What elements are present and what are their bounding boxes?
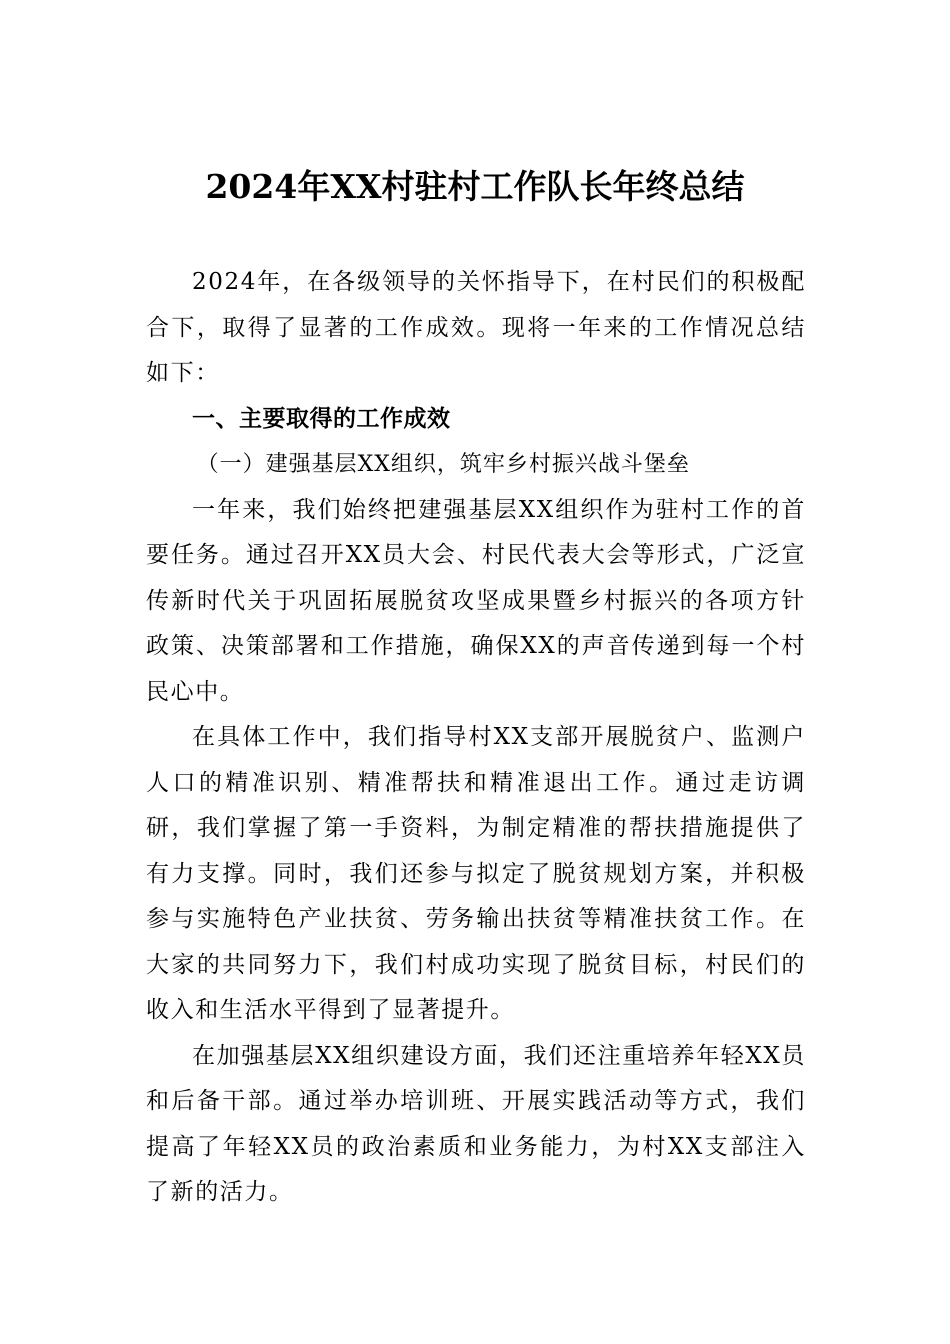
subsection-heading: （一）建强基层XX组织，筑牢乡村振兴战斗堡垒 bbox=[196, 452, 690, 477]
body-paragraph: 一年来，我们始终把建强基层XX组织作为驻村工作的首要任务。通过召开XX员大会、村民代表大会等形式，广泛宣传新时代关于巩固拓展脱贫攻坚成果暨乡村振兴的各项方针政策、决策部署和工作措施，确保XX的声音传递到每一个村民心中。 bbox=[146, 496, 806, 705]
body-paragraph: 在具体工作中，我们指导村XX支部开展脱贫户、监测户人口的精准识别、精准帮扶和精准退出工作。通过走访调研，我们掌握了第一手资料，为制定精准的帮扶措施提供了有力支撑。同时，我们还参与拟定了脱贫规划方案，并积极参与实施特色产业扶贫、劳务输出扶贫等精准扶贫工作。在大家的共同努力下，我们村成功实现了脱贫目标，村民们的收入和生活水平得到了显著提升。 bbox=[146, 724, 806, 1023]
document-title: 2024年XX村驻村工作队长年终总结 bbox=[205, 167, 745, 206]
intro-paragraph: 2024年，在各级领导的关怀指导下，在村民们的积极配合下，取得了显著的工作成效。现将一年来的工作情况总结如下： bbox=[146, 269, 806, 386]
section-heading: 一、主要取得的工作成效 bbox=[192, 405, 451, 432]
body-paragraph: 在加强基层XX组织建设方面，我们还注重培养年轻XX员和后备干部。通过举办培训班、开展实践活动等方式，我们提高了年轻XX员的政治素质和业务能力，为村XX支部注入了新的活力。 bbox=[146, 1042, 806, 1205]
document-body bbox=[146, 260, 806, 1216]
